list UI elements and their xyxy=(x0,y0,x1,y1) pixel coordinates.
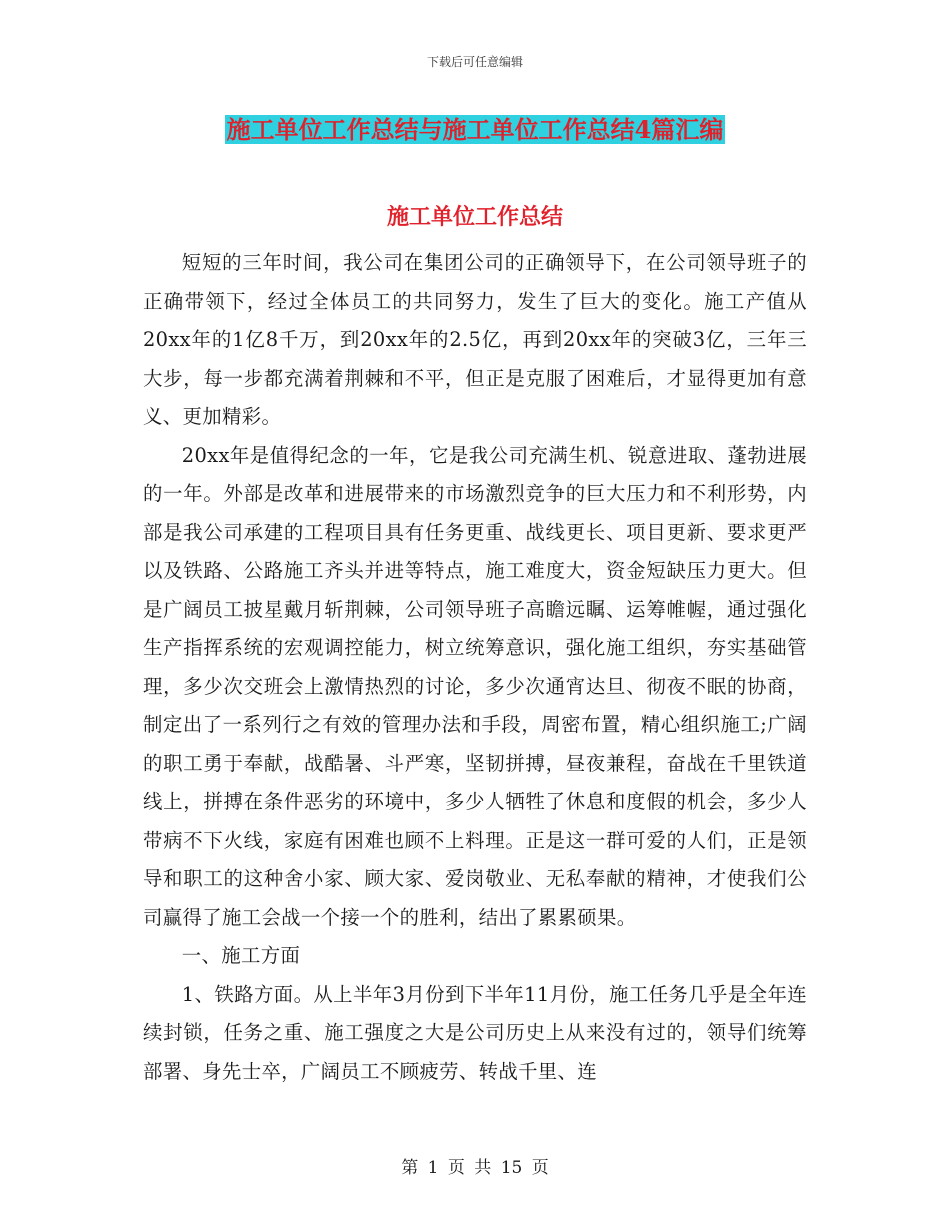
paragraph-heading: 一、施工方面 xyxy=(181,944,301,967)
section-title: 施工单位工作总结 xyxy=(386,204,563,230)
paragraph: 短短的三年时间，我公司在集团公司的正确领导下，在公司领导班子的正确带领下，经过全体员工的共同努力，发生了巨大的变化。施工产值从20xx年的1亿8千万，到20xx年的2.5亿，再到20xx年的突破3亿，三年三大步，每一步都充满着荆棘和不平，但正是克服了困难后，才显得更加有意义、更加精彩。 xyxy=(143,251,807,428)
header-note: 下载后可任意编辑 xyxy=(426,55,523,69)
document-title xyxy=(0,112,950,148)
document-title-text: 施工单位工作总结与施工单位工作总结4篇汇编 xyxy=(226,115,724,144)
page-footer: 第 1 页 共 15 页 xyxy=(401,1158,549,1178)
paragraph: 20xx年是值得纪念的一年，它是我公司充满生机、锐意进取、蓬勃进展的一年。外部是改革和进展带来的市场激烈竞争的巨大压力和不利形势，内部是我公司承建的工程项目具有任务更重、战线更长、项目更新、要求更严以及铁路、公路施工齐头并进等特点，施工难度大，资金短缺压力更大。但是广阔员工披星戴月斩荆棘，公司领导班子高瞻远瞩、运筹帷幄，通过强化生产指挥系统的宏观调控能力，树立统筹意识，强化施工组织，夯实基础管理，多少次交班会上激情热烈的讨论，多少次通宵达旦、彻夜不眠的协商，制定出了一系列行之有效的管理办法和手段，周密布置，精心组织施工;广阔的职工勇于奉献，战酷暑、斗严寒，坚韧拼搏，昼夜兼程，奋战在千里铁道线上，拼搏在条件恶劣的环境中，多少人牺牲了休息和度假的机会，多少人带病不下火线，家庭有困难也顾不上料理。正是这一群可爱的人们，正是领导和职工的这种舍小家、顾大家、爱岗敬业、无私奉献的精神，才使我们公司赢得了施工会战一个接一个的胜利，结出了累累硕果。 xyxy=(143,443,807,929)
body-text xyxy=(143,244,807,1091)
paragraph: 1、铁路方面。从上半年3月份到下半年11月份，施工任务几乎是全年连续封锁，任务之重、施工强度之大是公司历史上从来没有过的，领导们统筹部署、身先士卒，广阔员工不顾疲劳、转战千里、连 xyxy=(143,982,807,1083)
